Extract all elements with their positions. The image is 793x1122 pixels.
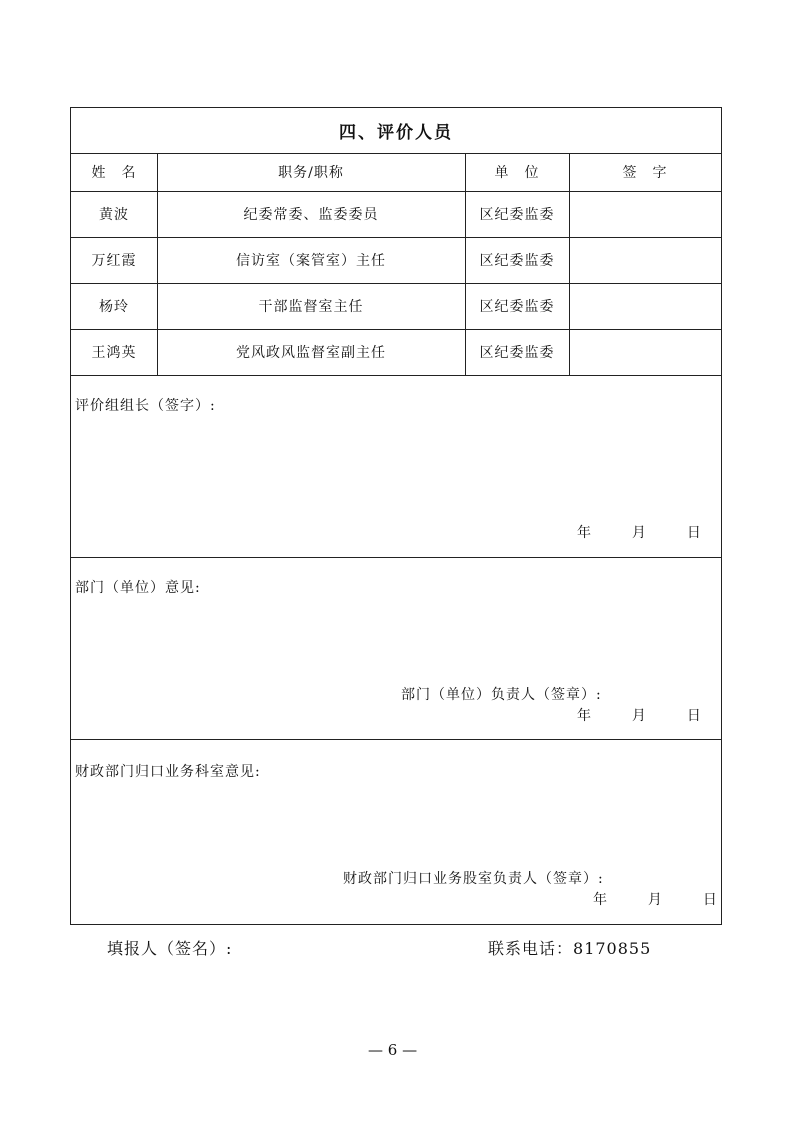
year-label: 年 [593, 892, 607, 908]
member-position: 信访室（案管室）主任 [236, 253, 386, 269]
header-position: 职务/职称 [278, 165, 344, 181]
group-leader-label: 评价组组长（签字）: [75, 398, 216, 414]
member-name: 万红霞 [91, 253, 137, 269]
phone-label: 联系电话： [488, 939, 574, 958]
section-divider [71, 557, 721, 558]
finance-date[interactable] [593, 889, 717, 909]
finance-responsible-label: 财政部门归口业务股室负责人（签章）: [343, 871, 604, 887]
section-title: 四、评价人员 [339, 123, 453, 143]
header-unit: 单 位 [494, 165, 540, 181]
day-label: 日 [702, 892, 717, 908]
member-unit: 区纪委监委 [479, 299, 555, 315]
member-signature-field[interactable] [569, 329, 721, 375]
member-name: 杨玲 [99, 299, 129, 315]
member-name: 王鸿英 [91, 345, 137, 361]
page-number: — 6 — [368, 1041, 418, 1059]
member-unit: 区纪委监委 [479, 207, 555, 223]
phone-number: 8170855 [573, 939, 652, 958]
group-leader-date[interactable] [577, 522, 701, 542]
contact-phone [488, 936, 651, 959]
member-position: 纪委常委、监委委员 [243, 207, 379, 223]
department-opinion-label: 部门（单位）意见: [75, 580, 201, 596]
department-responsible-label: 部门（单位）负责人（签章）: [401, 687, 602, 703]
department-date[interactable] [577, 705, 701, 725]
day-label: 日 [686, 708, 701, 724]
month-label: 月 [631, 708, 646, 724]
member-signature-field[interactable] [569, 191, 721, 237]
row-divider [71, 375, 721, 376]
section-divider [71, 739, 721, 740]
member-name: 黄波 [99, 207, 129, 223]
member-position: 干部监督室主任 [258, 299, 364, 315]
month-label: 月 [631, 525, 646, 541]
year-label: 年 [577, 525, 591, 541]
header-name: 姓 名 [91, 165, 137, 181]
month-label: 月 [647, 892, 662, 908]
filler-signature-label: 填报人（签名）: [107, 939, 233, 958]
finance-opinion-label: 财政部门归口业务科室意见: [75, 764, 261, 780]
member-signature-field[interactable] [569, 283, 721, 329]
member-unit: 区纪委监委 [479, 345, 555, 361]
member-position: 党风政风监督室副主任 [236, 345, 386, 361]
member-signature-field[interactable] [569, 237, 721, 283]
day-label: 日 [686, 525, 701, 541]
evaluation-form-table [70, 107, 722, 925]
year-label: 年 [577, 708, 591, 724]
header-signature: 签 字 [622, 165, 668, 181]
member-unit: 区纪委监委 [479, 253, 555, 269]
